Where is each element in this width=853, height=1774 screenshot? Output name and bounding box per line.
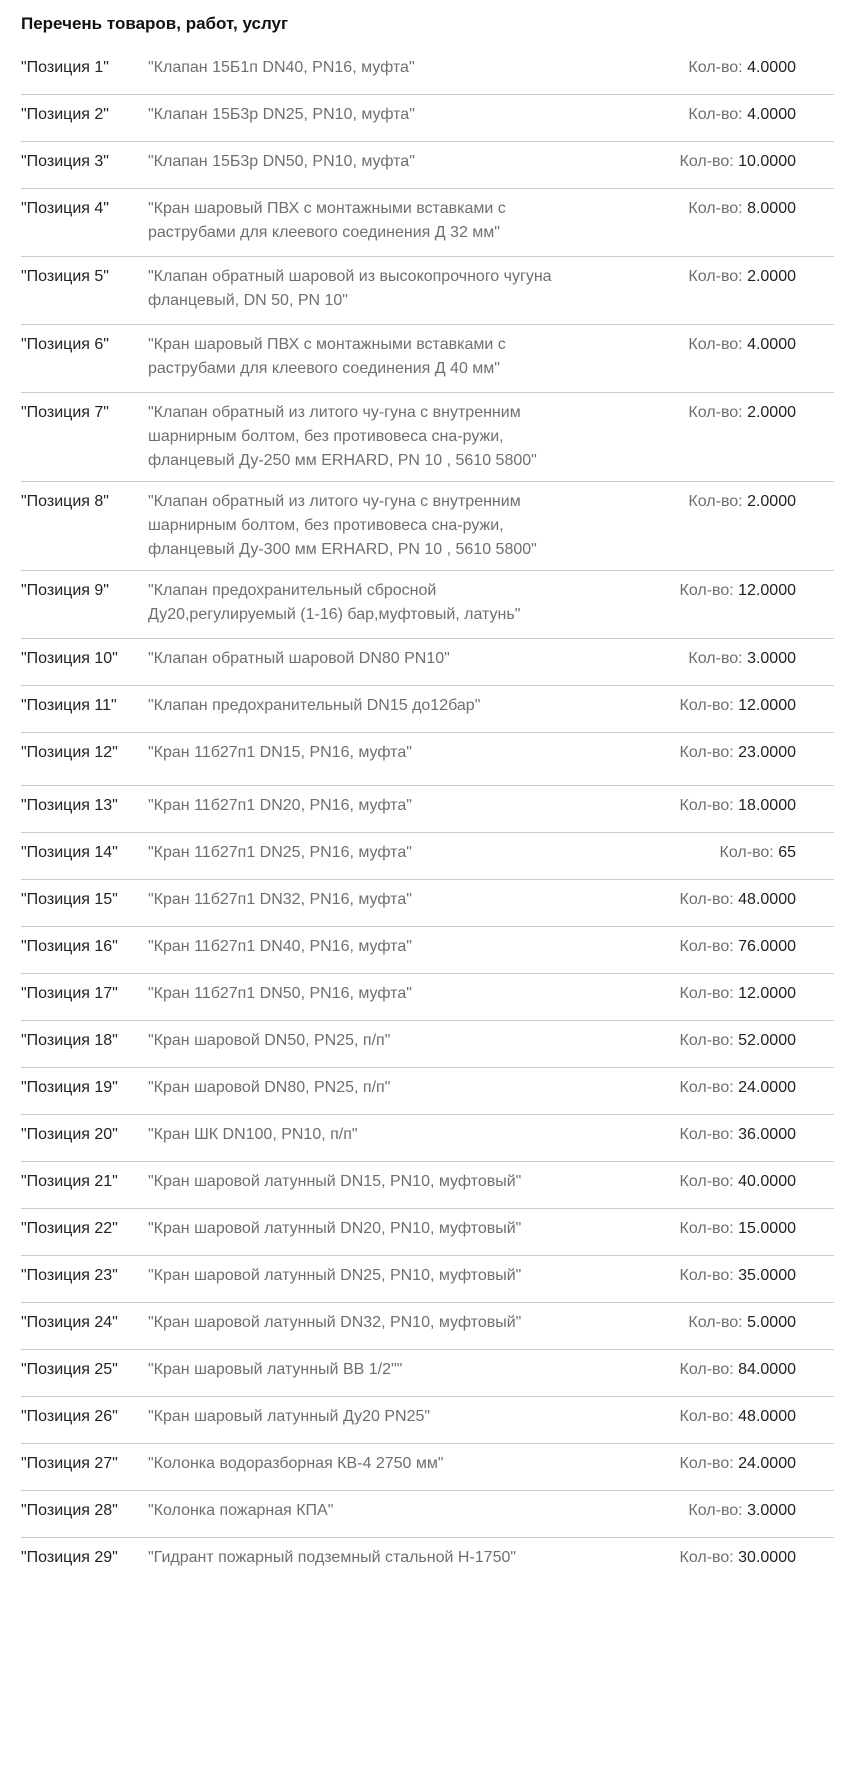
quantity-value: 24.0000 — [738, 1455, 796, 1472]
quantity-value: 5.0000 — [747, 1314, 796, 1331]
quantity-value: 4.0000 — [747, 106, 796, 123]
item-name — [148, 150, 680, 174]
quantity-value: 8.0000 — [747, 200, 796, 217]
item-name — [148, 103, 688, 127]
quantity-label: Кол-во: — [688, 493, 743, 510]
item-name — [148, 1217, 680, 1241]
quantity-value: 23.0000 — [738, 744, 796, 761]
item-name-line: "Кран шаровый ПВХ с монтажными вставками с — [148, 200, 506, 217]
quantity-label: Кол-во: — [688, 106, 743, 123]
item-quantity — [680, 1123, 835, 1147]
item-position: "Позиция 5" — [21, 268, 109, 285]
item-name-line: "Клапан предохранительный сбросной — [148, 582, 437, 599]
item-quantity — [680, 1358, 835, 1382]
item-name-line: "Кран шаровой латунный DN20, PN10, муфтовый" — [148, 1220, 522, 1237]
quantity-value: 48.0000 — [738, 891, 796, 908]
quantity-label: Кол-во: — [688, 200, 743, 217]
quantity-label: Кол-во: — [679, 697, 734, 714]
item-name — [148, 1358, 680, 1382]
item-name — [148, 935, 680, 959]
quantity-label: Кол-во: — [679, 153, 734, 170]
item-name — [148, 694, 680, 718]
list-item — [21, 1350, 834, 1397]
item-name-line: "Клапан обратный из литого чу-гуна с внутренним — [148, 493, 521, 510]
quantity-label: Кол-во: — [679, 985, 734, 1002]
list-item — [21, 1256, 834, 1303]
quantity-label: Кол-во: — [679, 1455, 734, 1472]
item-position: "Позиция 24" — [21, 1314, 118, 1331]
item-name-line: шарнирным болтом, без противовеса сна-ружи, — [148, 517, 504, 534]
quantity-label: Кол-во: — [688, 650, 743, 667]
quantity-value: 12.0000 — [738, 985, 796, 1002]
list-item — [21, 325, 834, 393]
quantity-label: Кол-во: — [679, 1549, 734, 1566]
item-name — [148, 579, 680, 627]
item-position: "Позиция 22" — [21, 1220, 118, 1237]
item-quantity — [680, 1264, 835, 1288]
list-item — [21, 189, 834, 257]
list-item — [21, 1444, 834, 1491]
item-name-line: раструбами для клеевого соединения Д 40 мм" — [148, 360, 500, 377]
item-name-line: Ду20,регулируемый (1-16) бар,муфтовый, латунь" — [148, 606, 521, 623]
quantity-value: 30.0000 — [738, 1549, 796, 1566]
quantity-value: 12.0000 — [738, 582, 796, 599]
item-name-line: "Клапан обратный шаровой из высокопрочного чугуна — [148, 268, 552, 285]
item-position: "Позиция 7" — [21, 404, 109, 421]
item-name — [148, 1311, 688, 1335]
quantity-label: Кол-во: — [688, 336, 743, 353]
item-name — [148, 56, 688, 80]
quantity-label: Кол-во: — [688, 1314, 743, 1331]
item-position: "Позиция 10" — [21, 650, 118, 667]
item-position: "Позиция 8" — [21, 493, 109, 510]
quantity-value: 2.0000 — [747, 404, 796, 421]
quantity-label: Кол-во: — [679, 1220, 734, 1237]
quantity-value: 84.0000 — [738, 1361, 796, 1378]
item-name — [148, 1546, 680, 1570]
item-name — [148, 741, 680, 765]
item-name-line: "Клапан обратный шаровой DN80 PN10" — [148, 650, 450, 667]
item-quantity — [688, 333, 834, 357]
quantity-label: Кол-во: — [688, 404, 743, 421]
item-name-line: "Кран шаровый латунный Ду20 PN25" — [148, 1408, 431, 1425]
quantity-value: 2.0000 — [747, 493, 796, 510]
item-position: "Позиция 20" — [21, 1126, 118, 1143]
quantity-value: 12.0000 — [738, 697, 796, 714]
list-item — [21, 686, 834, 733]
item-name-line: "Гидрант пожарный подземный стальной Н-1750" — [148, 1549, 517, 1566]
item-name — [148, 490, 688, 562]
item-quantity — [688, 103, 834, 127]
item-position: "Позиция 29" — [21, 1549, 118, 1566]
item-name — [148, 841, 720, 865]
quantity-value: 24.0000 — [738, 1079, 796, 1096]
item-quantity — [680, 1170, 835, 1194]
quantity-value: 4.0000 — [747, 336, 796, 353]
item-quantity — [720, 841, 834, 865]
item-quantity — [680, 794, 835, 818]
item-name — [148, 1452, 680, 1476]
item-name — [148, 1170, 680, 1194]
item-position: "Позиция 13" — [21, 797, 118, 814]
item-quantity — [688, 197, 834, 221]
item-position: "Позиция 4" — [21, 200, 109, 217]
item-quantity — [688, 56, 834, 80]
item-position: "Позиция 6" — [21, 336, 109, 353]
list-item — [21, 1397, 834, 1444]
item-name-line: "Клапан 15Б3р DN25, PN10, муфта" — [148, 106, 415, 123]
quantity-label: Кол-во: — [679, 1126, 734, 1143]
item-quantity — [688, 265, 834, 289]
item-position: "Позиция 2" — [21, 106, 109, 123]
item-name — [148, 1123, 680, 1147]
quantity-label: Кол-во: — [679, 797, 734, 814]
item-name — [148, 197, 688, 245]
item-position: "Позиция 19" — [21, 1079, 118, 1096]
list-item — [21, 1115, 834, 1162]
item-name-line: "Кран шаровой DN80, PN25, п/п" — [148, 1079, 391, 1096]
item-quantity — [688, 1499, 834, 1523]
item-name-line: "Кран шаровой латунный DN25, PN10, муфтовый" — [148, 1267, 522, 1284]
list-item — [21, 571, 834, 639]
quantity-value: 3.0000 — [747, 650, 796, 667]
item-name-line: "Колонка пожарная КПА" — [148, 1502, 334, 1519]
quantity-value: 65 — [778, 844, 796, 861]
section-title: Перечень товаров, работ, услуг — [21, 14, 289, 33]
item-name-line: шарнирным болтом, без противовеса сна-ружи, — [148, 428, 504, 445]
item-name-line: "Колонка водоразборная КВ-4 2750 мм" — [148, 1455, 444, 1472]
item-quantity — [680, 1029, 835, 1053]
quantity-value: 4.0000 — [747, 59, 796, 76]
quantity-label: Кол-во: — [719, 844, 774, 861]
quantity-value: 15.0000 — [738, 1220, 796, 1237]
item-position: "Позиция 23" — [21, 1267, 118, 1284]
quantity-label: Кол-во: — [679, 1408, 734, 1425]
list-item — [21, 880, 834, 927]
item-quantity — [680, 982, 835, 1006]
item-position: "Позиция 12" — [21, 744, 118, 761]
list-item — [21, 393, 834, 482]
item-quantity — [680, 150, 835, 174]
item-position: "Позиция 16" — [21, 938, 118, 955]
item-position: "Позиция 18" — [21, 1032, 118, 1049]
quantity-value: 3.0000 — [747, 1502, 796, 1519]
item-name-line: "Кран 11б27п1 DN20, PN16, муфта" — [148, 797, 412, 814]
item-name — [148, 1499, 688, 1523]
item-name-line: "Кран шаровый латунный ВВ 1/2"" — [148, 1361, 403, 1378]
quantity-value: 40.0000 — [738, 1173, 796, 1190]
list-item — [21, 1491, 834, 1538]
item-name-line: "Клапан предохранительный DN15 до12бар" — [148, 697, 481, 714]
item-name — [148, 265, 688, 313]
item-quantity — [680, 694, 835, 718]
item-position: "Позиция 15" — [21, 891, 118, 908]
item-name — [148, 401, 688, 473]
item-quantity — [688, 401, 834, 425]
item-quantity — [688, 647, 834, 671]
quantity-label: Кол-во: — [679, 582, 734, 599]
quantity-value: 36.0000 — [738, 1126, 796, 1143]
quantity-label: Кол-во: — [679, 1079, 734, 1096]
quantity-value: 76.0000 — [738, 938, 796, 955]
list-item — [21, 1162, 834, 1209]
item-quantity — [688, 1311, 834, 1335]
item-name-line: "Кран ШК DN100, PN10, п/п" — [148, 1126, 358, 1143]
quantity-label: Кол-во: — [688, 59, 743, 76]
quantity-label: Кол-во: — [679, 891, 734, 908]
quantity-value: 2.0000 — [747, 268, 796, 285]
list-item — [21, 786, 834, 833]
item-quantity — [680, 741, 835, 765]
item-name-line: "Кран шаровой DN50, PN25, п/п" — [148, 1032, 391, 1049]
item-name-line: "Кран шаровый ПВХ с монтажными вставками с — [148, 336, 506, 353]
item-position: "Позиция 27" — [21, 1455, 118, 1472]
item-name — [148, 1405, 680, 1429]
item-name-line: "Клапан 15Б3р DN50, PN10, муфта" — [148, 153, 415, 170]
item-name-line: фланцевый, DN 50, PN 10" — [148, 292, 348, 309]
list-item — [21, 1303, 834, 1350]
list-item — [21, 639, 834, 686]
item-position: "Позиция 3" — [21, 153, 109, 170]
item-position: "Позиция 9" — [21, 582, 109, 599]
item-quantity — [680, 935, 835, 959]
quantity-value: 52.0000 — [738, 1032, 796, 1049]
item-name — [148, 333, 688, 381]
quantity-label: Кол-во: — [679, 1173, 734, 1190]
item-quantity — [680, 1405, 835, 1429]
list-item — [21, 927, 834, 974]
item-position: "Позиция 21" — [21, 1173, 118, 1190]
item-name — [148, 794, 680, 818]
quantity-label: Кол-во: — [679, 744, 734, 761]
item-quantity — [680, 579, 835, 603]
item-name-line: "Кран 11б27п1 DN32, PN16, муфта" — [148, 891, 412, 908]
list-item — [21, 257, 834, 325]
item-name-line: "Кран 11б27п1 DN50, PN16, муфта" — [148, 985, 412, 1002]
item-name — [148, 647, 688, 671]
item-name-line: "Кран 11б27п1 DN40, PN16, муфта" — [148, 938, 412, 955]
item-quantity — [680, 1217, 835, 1241]
item-quantity — [688, 490, 834, 514]
item-position: "Позиция 26" — [21, 1408, 118, 1425]
item-name-line: фланцевый Ду-250 мм ERHARD, PN 10 , 5610 5800" — [148, 452, 537, 469]
item-name-line: "Кран 11б27п1 DN25, PN16, муфта" — [148, 844, 412, 861]
item-position: "Позиция 1" — [21, 59, 109, 76]
item-quantity — [680, 1546, 835, 1570]
list-item — [21, 95, 834, 142]
quantity-label: Кол-во: — [679, 938, 734, 955]
list-item — [21, 974, 834, 1021]
quantity-label: Кол-во: — [688, 1502, 743, 1519]
item-name-line: "Клапан обратный из литого чу-гуна с внутренним — [148, 404, 521, 421]
list-item — [21, 833, 834, 880]
item-name — [148, 1029, 680, 1053]
quantity-value: 35.0000 — [738, 1267, 796, 1284]
quantity-label: Кол-во: — [679, 1032, 734, 1049]
list-item — [21, 482, 834, 571]
item-name-line: фланцевый Ду-300 мм ERHARD, PN 10 , 5610 5800" — [148, 541, 537, 558]
item-position: "Позиция 25" — [21, 1361, 118, 1378]
item-position: "Позиция 14" — [21, 844, 118, 861]
item-name — [148, 1264, 680, 1288]
item-name-line: "Кран шаровой латунный DN32, PN10, муфтовый" — [148, 1314, 522, 1331]
list-item — [21, 1021, 834, 1068]
quantity-value: 10.0000 — [738, 153, 796, 170]
quantity-label: Кол-во: — [688, 268, 743, 285]
item-position: "Позиция 28" — [21, 1502, 118, 1519]
list-item — [21, 1209, 834, 1256]
item-quantity — [680, 1076, 835, 1100]
item-quantity — [680, 888, 835, 912]
list-item — [21, 142, 834, 189]
quantity-label: Кол-во: — [679, 1361, 734, 1378]
list-item — [21, 1068, 834, 1115]
list-item — [21, 48, 834, 95]
item-name-line: "Клапан 15Б1п DN40, PN16, муфта" — [148, 59, 415, 76]
quantity-label: Кол-во: — [679, 1267, 734, 1284]
quantity-value: 18.0000 — [738, 797, 796, 814]
item-name — [148, 888, 680, 912]
item-name-line: "Кран шаровой латунный DN15, PN10, муфтовый" — [148, 1173, 522, 1190]
list-item — [21, 733, 834, 786]
item-name — [148, 982, 680, 1006]
item-name — [148, 1076, 680, 1100]
item-quantity — [680, 1452, 835, 1476]
item-name-line: раструбами для клеевого соединения Д 32 мм" — [148, 224, 500, 241]
item-name-line: "Кран 11б27п1 DN15, PN16, муфта" — [148, 744, 412, 761]
quantity-value: 48.0000 — [738, 1408, 796, 1425]
items-list — [21, 48, 834, 1585]
item-position: "Позиция 17" — [21, 985, 118, 1002]
list-item — [21, 1538, 834, 1585]
item-position: "Позиция 11" — [21, 697, 117, 714]
